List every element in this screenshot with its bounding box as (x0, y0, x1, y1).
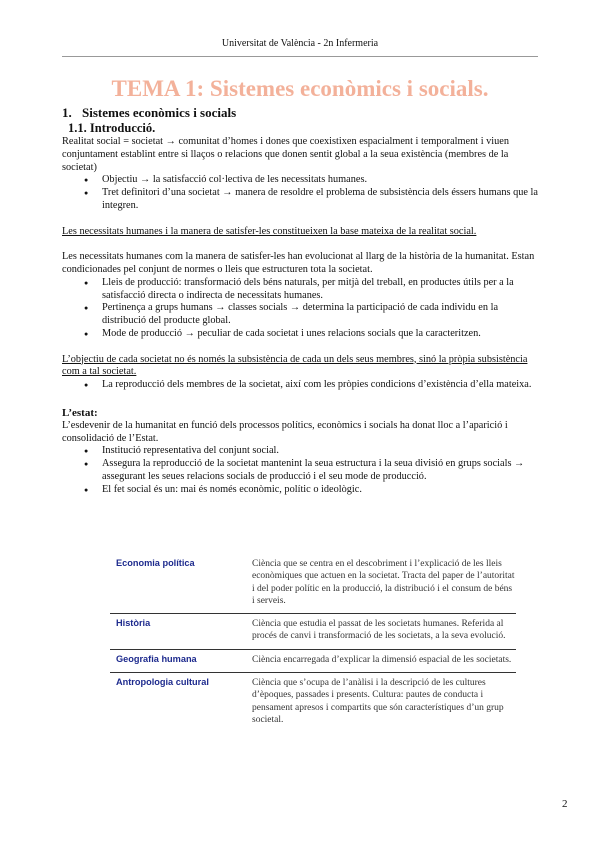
disciplines-table (110, 554, 516, 732)
page-title: TEMA 1: Sistemes econòmics i socials. (111, 76, 489, 101)
intro-paragraph: Realitat social = societat → comunitat d’homes i dones que coexistixen espacialment i temporalment i viuen conjuntament establint entre si llaços o relacions que donen sentit global a la seua existència (membres de la societat) (62, 136, 510, 173)
objective-bullet-list (82, 379, 544, 392)
list-item: ● Lleis de producció: transformació dels béns naturals, per mitjà del treball, en productes útils per a la satisfacció directa o indirecta de necessitats humanes. (82, 277, 544, 303)
state-paragraph: L’esdevenir de la humanitat en funció dels processos polítics, econòmics i socials ha donat lloc a l’aparició i consolidació de l’Estat. (62, 419, 508, 444)
table-definition: Ciència que estudia el passat de les societats humanes. Referida al procés de canvi i transformació de les societats, a la seva evolució. (252, 619, 506, 642)
table-term: Economia política (116, 558, 195, 568)
list-item: ● Assegura la reproducció de la societat mantenint la seua estructura i la seua divisió en grups socials → assegurant les seues relacions socials de producció i el seu mode de producció. (82, 458, 544, 484)
table-row (110, 650, 516, 673)
header-divider (62, 56, 538, 57)
needs-underlined-statement: Les necessitats humanes i la manera de satisfer-les constitueixen la base mateixa de la realitat social. (62, 225, 477, 237)
needs-bullet-list (82, 277, 544, 341)
table-definition: Ciència que s’ocupa de l’anàlisi i la descripció de les cultures d’èpoques, passades i presents. Cultura: pautes de conducta i pensament apresos i compartits que són característiques d’un grup societal. (252, 678, 504, 725)
list-item: ● Mode de producció → peculiar de cada societat i unes relacions socials que la caracteritzen. (82, 328, 544, 341)
section-heading (62, 105, 544, 121)
state-heading: L’estat: (62, 406, 98, 419)
list-item: ● El fet social és un: mai és només econòmic, polític o ideològic. (82, 484, 544, 497)
table-row (110, 614, 516, 650)
subsection-heading: 1.1. Introducció. (68, 121, 156, 135)
list-item: ● Institució representativa del conjunt social. (82, 445, 544, 458)
page-number: 2 (562, 798, 568, 810)
list-item: ● La reproducció dels membres de la societat, així com les pròpies condicions d’existència d’ella mateixa. (82, 379, 544, 392)
table-row (110, 673, 516, 732)
page-header: Universitat de València - 2n Infermeria (221, 38, 379, 49)
list-item: ● Pertinença a grups humans → classes socials → determina la participació de cada individu en la distribució del producte global. (82, 302, 544, 328)
list-item: ● Objectiu → la satisfacció col·lectiva de les necessitats humanes. (82, 174, 544, 187)
table-definition: Ciència encarregada d’explicar la dimensió espacial de les societats. (252, 654, 512, 665)
list-item: ● Tret definitori d’una societat → manera de resoldre el problema de subsistència dels éssers humans que la integren. (82, 187, 544, 213)
intro-bullet-list (82, 174, 544, 212)
table-definition: Ciència que se centra en el descobriment i l’explicació de les lleis econòmiques que actuen en la societat. Tracta del paper de l’autoritat i del poder polític en la producció, la distribució i el consum de béns i serveis. (252, 559, 515, 606)
table-term: Geografia humana (116, 653, 197, 664)
state-bullet-list (82, 445, 544, 496)
document-body (62, 105, 544, 497)
section-title: Sistemes econòmics i socials (82, 105, 237, 120)
table-term: Antropologia cultural (116, 677, 209, 688)
table-term: Història (116, 618, 151, 629)
table-row (110, 554, 516, 614)
section-number: 1. (62, 105, 72, 120)
needs-paragraph: Les necessitats humanes com la manera de satisfer-les han evolucionat al llarg de la història de la humanitat. Estan condicionades pel conjunt de normes o lleis que estructuren tota la societat. (62, 251, 535, 275)
objective-underlined-statement: L’objectiu de cada societat no és només la subsistència de cada un dels seus membres, sinó la pròpia subsistència com a tal societat. (62, 353, 528, 378)
